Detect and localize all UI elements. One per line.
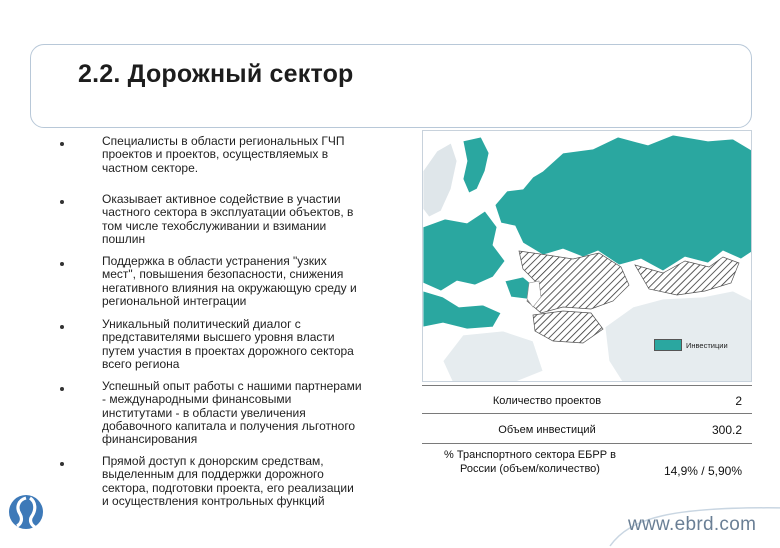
central-asia-south-region bbox=[533, 311, 603, 343]
stats-label: Количество проектов bbox=[492, 395, 602, 407]
eastern-europe-region bbox=[423, 211, 505, 291]
finland-region bbox=[463, 137, 489, 193]
middle-east-region bbox=[443, 331, 543, 382]
bullet-text: Оказывает активное содействие в участии частного сектора в эксплуатации объектов, в том числе техобслуживании и взимании пошлин bbox=[102, 192, 354, 246]
stats-row bbox=[422, 443, 752, 480]
bullet-dot-icon bbox=[60, 462, 64, 466]
stats-value: 14,9% / 5,90% bbox=[663, 464, 742, 478]
ebrd-logo-icon bbox=[8, 494, 44, 530]
bullet-text: Прямой доступ к донорским средствам, выделенным для поддержки дорожного сектора, подготовки проекта, его реализации и осуществления контрольных функций bbox=[102, 454, 354, 508]
legend-swatch bbox=[654, 339, 682, 351]
stats-row bbox=[422, 413, 752, 444]
china-region bbox=[605, 291, 752, 382]
bullet-dot-icon bbox=[60, 262, 64, 266]
stats-value: 300.2 bbox=[711, 423, 742, 437]
bullet-dot-icon bbox=[60, 387, 64, 391]
bullet-text: Успешный опыт работы с нашими партнерами - международными финансовыми институтами - в области увеличения добавочного капитала и получения льготного финансирования bbox=[102, 379, 362, 447]
bullet-dot-icon bbox=[60, 200, 64, 204]
website-link[interactable]: www.ebrd.com bbox=[628, 514, 757, 535]
bullet-dot-icon bbox=[60, 325, 64, 329]
bullet-text: Поддержка в области устранения "узких мест", повышения безопасности, снижения негативного влияния на окружающую среду и региональной интеграции bbox=[102, 254, 357, 308]
stats-label: Объем инвестиций bbox=[498, 424, 596, 436]
map-legend bbox=[654, 339, 728, 351]
bullet-dot-icon bbox=[60, 142, 64, 146]
russia-region bbox=[495, 135, 752, 271]
bullet-text: Уникальный политический диалог с представителями высшего уровня власти путем участия в проектах дорожного сектора всего региона bbox=[102, 317, 354, 371]
legend-label: Инвестиции bbox=[686, 340, 728, 350]
stats-table bbox=[422, 385, 752, 485]
page-title: 2.2. Дорожный сектор bbox=[78, 60, 354, 88]
balkans-region bbox=[423, 291, 501, 329]
stats-label: % Транспортного сектора ЕБРР в России (объем/количество) bbox=[444, 449, 616, 475]
stats-row bbox=[422, 385, 752, 414]
stats-value: 2 bbox=[735, 394, 742, 408]
scandinavia-region bbox=[423, 143, 457, 217]
bullet-text: Специалисты в области региональных ГЧП проектов и проектов, осуществляемых в частном секторе. bbox=[102, 134, 345, 175]
